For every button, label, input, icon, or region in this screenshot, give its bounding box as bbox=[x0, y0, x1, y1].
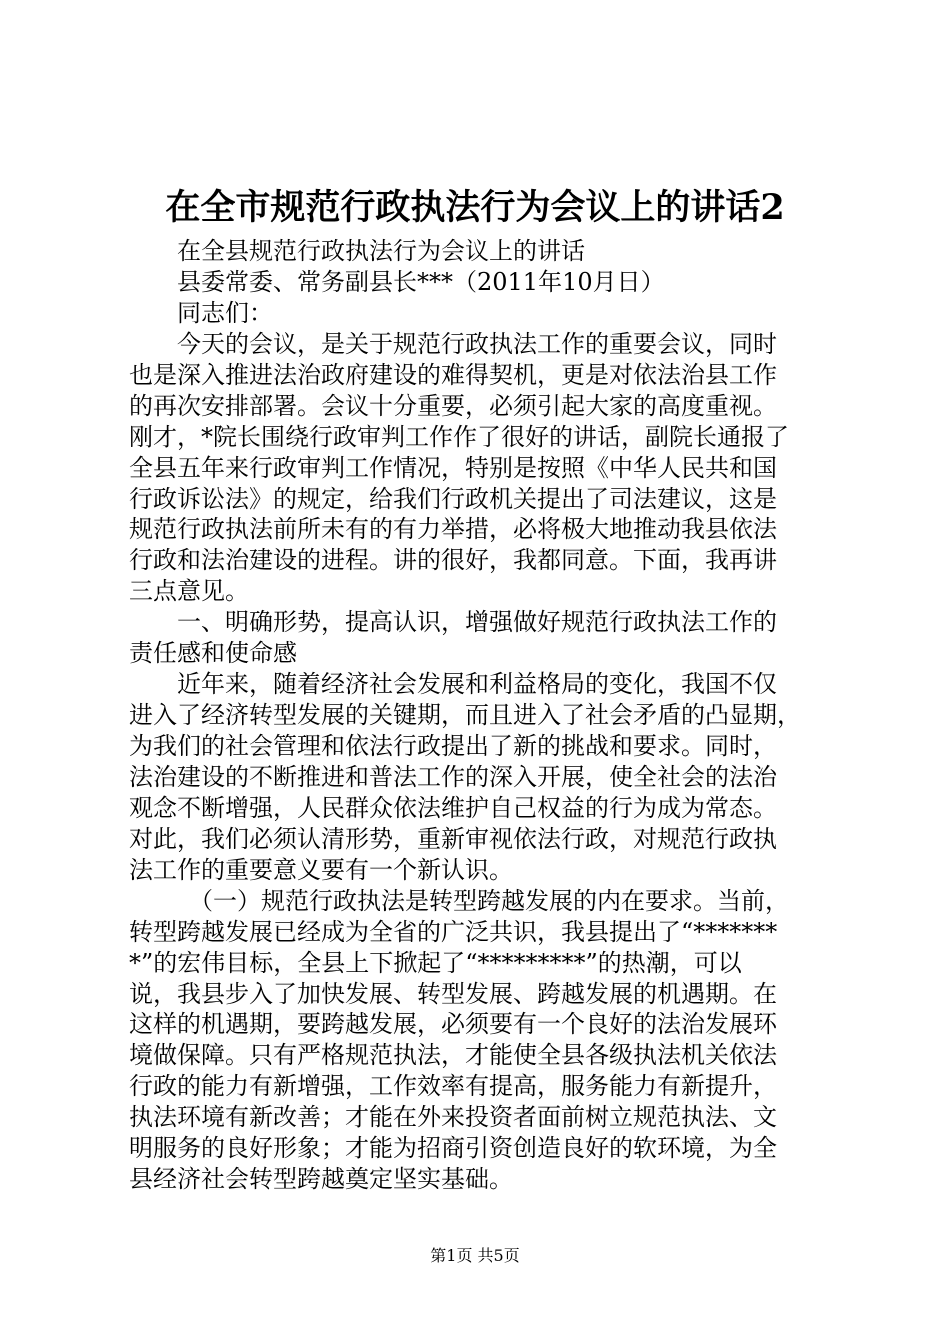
text-line: 这样的机遇期，要跨越发展，必须要有一个良好的法治发展环 bbox=[129, 1010, 777, 1039]
text-line: 转型跨越发展已经成为全省的广泛共识，我县提出了“******* bbox=[129, 917, 778, 946]
page-footer: 第1页 共5页 bbox=[430, 1246, 520, 1265]
text-line: 法治建设的不断推进和普法工作的深入开展，使全社会的法治 bbox=[129, 762, 777, 791]
text-line: 刚才，*院长围绕行政审判工作作了很好的讲话，副院长通报了 bbox=[129, 422, 789, 451]
text-line: 县委常委、常务副县长***（2011年10月日） bbox=[177, 267, 665, 296]
text-line: 近年来，随着经济社会发展和利益格局的变化，我国不仅 bbox=[177, 670, 777, 699]
text-line: 为我们的社会管理和依法行政提出了新的挑战和要求。同时， bbox=[129, 732, 777, 760]
page-title: 在全市规范行政执法行为会议上的讲话2 bbox=[165, 187, 785, 228]
text-line: 今天的会议，是关于规范行政执法工作的重要会议，同时 bbox=[177, 329, 777, 358]
text-line: 法工作的重要意义要有一个新认识。 bbox=[129, 855, 513, 884]
text-line: 进入了经济转型发展的关键期，而且进入了社会矛盾的凸显期， bbox=[129, 701, 801, 730]
text-line: 行政和法治建设的进程。讲的很好，我都同意。下面，我再讲 bbox=[129, 546, 777, 575]
text-line: 行政诉讼法》的规定，给我们行政机关提出了司法建议，这是 bbox=[129, 484, 777, 513]
text-line: 三点意见。 bbox=[129, 577, 249, 606]
text-line: 规范行政执法前所未有的有力举措，必将极大地推动我县依法 bbox=[129, 515, 777, 544]
text-line: 的再次安排部署。会议十分重要，必须引起大家的高度重视。 bbox=[129, 391, 777, 420]
text-line: 说，我县步入了加快发展、转型发展、跨越发展的机遇期。在 bbox=[129, 979, 777, 1008]
text-line: 行政的能力有新增强，工作效率有提高，服务能力有新提升， bbox=[129, 1072, 777, 1101]
text-line: 执法环境有新改善；才能在外来投资者面前树立规范执法、文 bbox=[129, 1103, 777, 1132]
text-line: 同志们： bbox=[177, 298, 273, 327]
text-line: 明服务的良好形象；才能为招商引资创造良好的软环境，为全 bbox=[129, 1134, 777, 1163]
text-line: *”的宏伟目标，全县上下掀起了“*********”的热潮，可以 bbox=[129, 948, 742, 977]
text-line: 也是深入推进法治政府建设的难得契机，更是对依法治县工作 bbox=[129, 360, 777, 389]
text-line: （一）规范行政执法是转型跨越发展的内在要求。当前， bbox=[189, 886, 789, 915]
document-body bbox=[129, 236, 831, 1195]
text-line: 全县五年来行政审判工作情况，特别是按照《中华人民共和国 bbox=[129, 453, 777, 482]
text-line: 县经济社会转型跨越奠定坚实基础。 bbox=[129, 1165, 513, 1194]
text-line: 境做保障。只有严格规范执法，才能使全县各级执法机关依法 bbox=[129, 1041, 777, 1070]
text-line: 一、明确形势，提高认识，增强做好规范行政执法工作的 bbox=[177, 608, 777, 637]
text-line: 对此，我们必须认清形势，重新审视依法行政，对规范行政执 bbox=[129, 824, 777, 853]
text-line: 在全县规范行政执法行为会议上的讲话 bbox=[177, 237, 585, 265]
text-line: 责任感和使命感 bbox=[129, 639, 297, 668]
text-line: 观念不断增强，人民群众依法维护自己权益的行为成为常态。 bbox=[129, 793, 777, 822]
